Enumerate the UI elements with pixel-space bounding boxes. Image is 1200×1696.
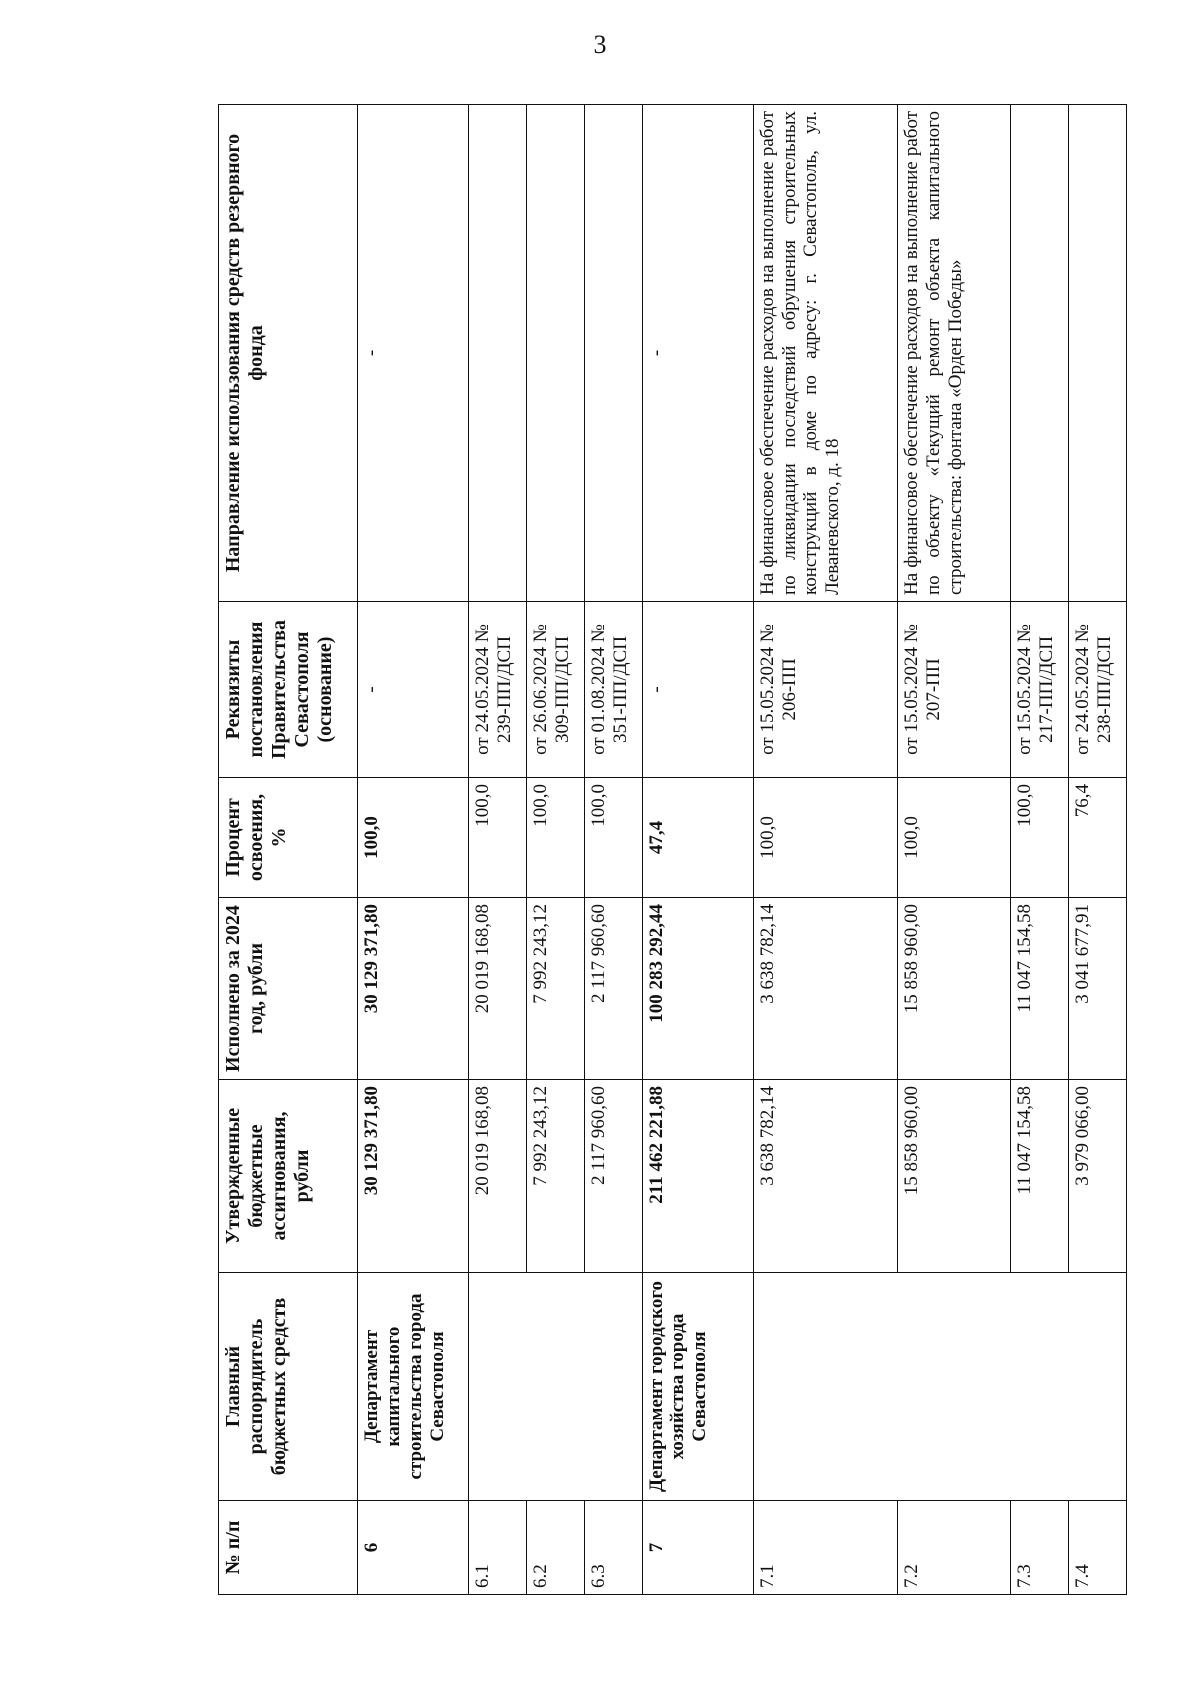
row-num: 7 <box>642 1501 753 1595</box>
row-direction: На финансовое обеспечение расходов на выполнение работ по объекту «Текущий ремонт объекта капитального строительства: фонтана «Орден Победы» <box>898 105 1011 602</box>
rotated-table-container <box>218 105 1127 1595</box>
row-manager: Департамент капитального строительства города Севастополя <box>358 1273 469 1501</box>
row-executed: 20 019 168,08 <box>469 898 527 1080</box>
row-direction: - <box>642 105 753 602</box>
row-requisites: от 24.05.2024 № 238-ПП/ДСП <box>1069 602 1127 778</box>
row-executed: 30 129 371,80 <box>358 898 469 1080</box>
row-approved: 2 117 960,60 <box>584 1080 642 1273</box>
row-approved: 20 019 168,08 <box>469 1080 527 1273</box>
page-number: 3 <box>593 30 607 59</box>
row-executed: 3 638 782,14 <box>753 898 897 1080</box>
table-row <box>469 105 527 1595</box>
reserve-fund-table <box>218 104 1127 1595</box>
row-requisites: от 01.08.2024 № 351-ПП/ДСП <box>584 602 642 778</box>
row-approved: 3 979 066,00 <box>1069 1080 1127 1273</box>
row-manager-empty <box>753 1273 1126 1501</box>
row-num: 6.3 <box>584 1501 642 1595</box>
row-percent: 100,0 <box>753 778 897 898</box>
row-percent: 76,4 <box>1069 778 1127 898</box>
row-requisites: - <box>642 602 753 778</box>
row-executed: 100 283 292,44 <box>642 898 753 1080</box>
row-approved: 11 047 154,58 <box>1011 1080 1069 1273</box>
row-percent: 100,0 <box>469 778 527 898</box>
row-direction <box>1069 105 1127 602</box>
row-direction <box>469 105 527 602</box>
row-approved: 7 992 243,12 <box>527 1080 585 1273</box>
row-percent: 100,0 <box>584 778 642 898</box>
row-executed: 11 047 154,58 <box>1011 898 1069 1080</box>
row-manager-empty <box>469 1273 642 1501</box>
row-num: 7.4 <box>1069 1501 1127 1595</box>
row-direction <box>584 105 642 602</box>
table-row <box>753 105 897 1595</box>
row-percent: 100,0 <box>358 778 469 898</box>
row-num: 6.1 <box>469 1501 527 1595</box>
row-executed: 15 858 960,00 <box>898 898 1011 1080</box>
row-num: 6 <box>358 1501 469 1595</box>
row-percent: 100,0 <box>1011 778 1069 898</box>
row-manager: Департамент городского хозяйства города Севастополя <box>642 1273 753 1501</box>
row-requisites: от 26.06.2024 № 309-ПП/ДСП <box>527 602 585 778</box>
row-requisites: от 15.05.2024 № 206-ПП <box>753 602 897 778</box>
row-direction: На финансовое обеспечение расходов на выполнение работ по ликвидации последствий обрушения строительных конструкций в доме по адресу: г. Севастополь, ул. Леваневского, д. 18 <box>753 105 897 602</box>
row-requisites: от 15.05.2024 № 207-ПП <box>898 602 1011 778</box>
table-row <box>358 105 469 1595</box>
row-percent: 47,4 <box>642 778 753 898</box>
header-approved: Утвержденные бюджетные ассигнования, рубли <box>219 1080 358 1273</box>
row-direction <box>527 105 585 602</box>
row-approved: 15 858 960,00 <box>898 1080 1011 1273</box>
row-requisites: от 15.05.2024 № 217-ПП/ДСП <box>1011 602 1069 778</box>
row-num: 7.2 <box>898 1501 1011 1595</box>
header-requisites: Реквизиты постановления Правительства Севастополя (основание) <box>219 602 358 778</box>
header-direction: Направление использования средств резервного фонда <box>219 105 358 602</box>
row-percent: 100,0 <box>898 778 1011 898</box>
table-header-row <box>219 105 358 1595</box>
row-approved: 3 638 782,14 <box>753 1080 897 1273</box>
header-percent: Процент освоения, % <box>219 778 358 898</box>
row-executed: 3 041 677,91 <box>1069 898 1127 1080</box>
row-percent: 100,0 <box>527 778 585 898</box>
row-requisites: - <box>358 602 469 778</box>
row-num: 7.3 <box>1011 1501 1069 1595</box>
row-direction <box>1011 105 1069 602</box>
row-executed: 2 117 960,60 <box>584 898 642 1080</box>
header-num: № п/п <box>219 1501 358 1595</box>
row-requisites: от 24.05.2024 № 239-ПП/ДСП <box>469 602 527 778</box>
table-row <box>642 105 753 1595</box>
row-executed: 7 992 243,12 <box>527 898 585 1080</box>
row-approved: 30 129 371,80 <box>358 1080 469 1273</box>
row-approved: 211 462 221,88 <box>642 1080 753 1273</box>
header-executed: Исполнено за 2024 год, рубли <box>219 898 358 1080</box>
row-num: 6.2 <box>527 1501 585 1595</box>
row-num: 7.1 <box>753 1501 897 1595</box>
header-manager: Главный распорядитель бюджетных средств <box>219 1273 358 1501</box>
row-direction: - <box>358 105 469 602</box>
